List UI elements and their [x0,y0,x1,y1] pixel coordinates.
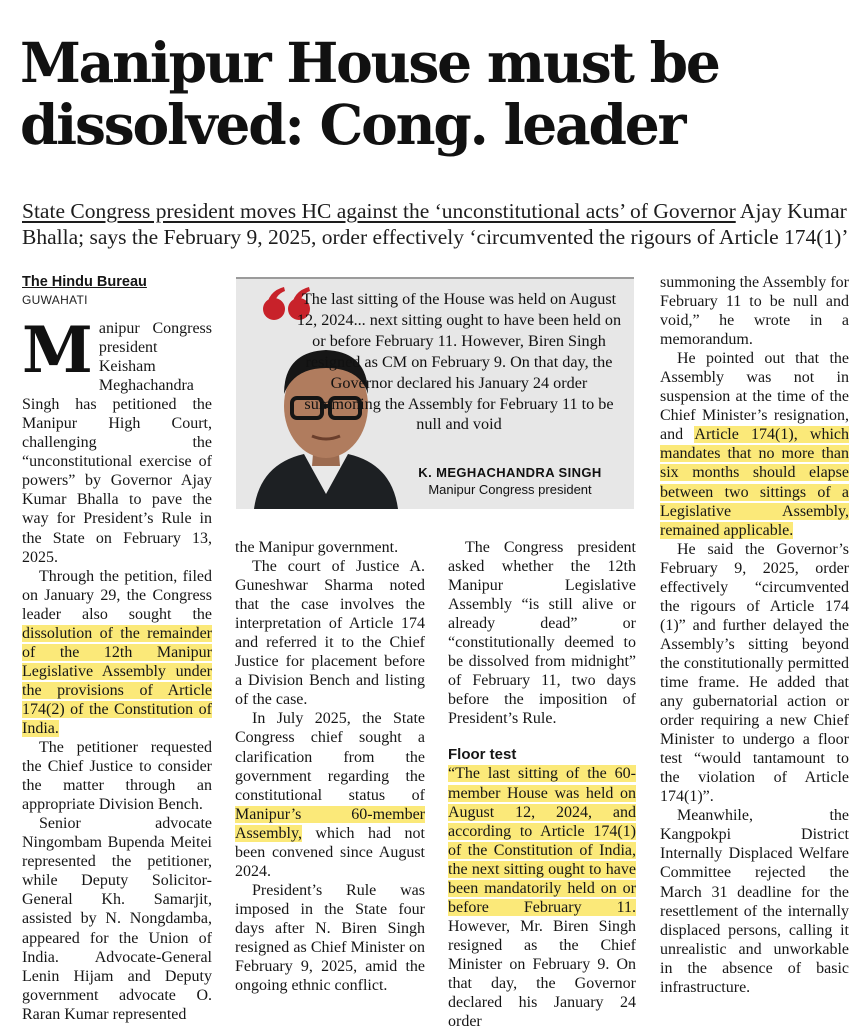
highlighted-text: “The last sitting of the 60-member House was held on August 12, 2024, and according to Article 174(1) of the Constitution of India, the next sitting ought to have been mandatorily held on or before February 11. [448,765,636,916]
column-2 [235,538,425,995]
highlighted-text: Manipur’s 60-member Assembly, [235,805,425,842]
pull-quote-text: The last sitting of the House was held on August 12, 2024... next sitting ought to have been held on or before February 11. However, Biren Singh resigned as CM on February 9. On that day, the Governor declared his January 24 order summoning the Assembly for February 11 to be null and void [296,290,622,434]
section-heading: Floor test [448,746,517,764]
subhead [22,198,850,250]
subhead-rest: Ajay Kumar Bhalla; says the February 9, 2025, order effectively ‘circumvented the rigours of Article 174(1)’ [22,199,849,249]
drop-cap: M [22,313,93,388]
quote-attribution-role: Manipur Congress president [428,482,592,497]
paragraph: He said the Governor’s February 9, 2025, order effectively “circumvented the rigours of Article 174 (1)” and further delayed the Assembly’s sitting beyond the constitutionally permitted time frame. He added that any gubernatorial action or order requiring a new Chief Minister to undergo a floor test “would tantamount to the violation of Article 174(1)”. [660,540,849,806]
dateline: GUWAHATI [22,293,88,307]
highlighted-text: dissolution of the remainder of the 12th Manipur Legislative Assembly under the provisions of Article 174(2) of the Constitution of India. [22,624,212,737]
paragraph: Meanwhile, the Kangpokpi District Internally Displaced Welfare Committee rejected the March 31 deadline for the resettlement of the internally displaced persons, calling it unrealistic and unworkable in the absence of basic infrastructure. [660,807,849,996]
headline: Manipur House must be dissolved: Cong. leader [20,30,719,157]
paragraph: the Manipur government. [235,539,399,556]
quote-attribution-name: K. MEGHACHANDRA SINGH [418,465,602,480]
column-3 [448,538,636,1031]
paragraph: “The last sitting of the 60-member House was held on August 12, 2024, and according to Article 174(1) of the Constitution of India, the next sitting ought to have been mandatorily held on or before February 11. However, Mr. Biren Singh resigned as the Chief Minister on February 9. On that day, the Governor declared his January 24 order [448,765,636,1031]
paragraph: summoning the Assembly for February 11 to be null and void,” he wrote in a memorandum. [660,274,849,349]
paragraph: In July 2025, the State Congress chief sought a clarification from the government regarding the constitutional status of Manipur’s 60-member Assembly, which had not been convened since August 2024. [235,710,425,880]
paragraph: Through the petition, filed on January 29, the Congress leader also sought the dissolution of the remainder of the 12th Manipur Legislative Assembly under the provisions of Article 174(2) of the Constitution of India. [22,567,212,737]
paragraph: He pointed out that the Assembly was not in suspension at the time of the Chief Minister’s resignation, and Article 174(1), which mandates that no more than six months should elapse between two sittings of a Legislative Assembly, remained applicable. [660,350,849,539]
paragraph: The Congress president asked whether the 12th Manipur Legislative Assembly “is still alive or already dead” or “constitutionally deemed to be dissolved from midnight” of February 11, two days before the imposition of President’s Rule. [448,539,636,728]
paragraph: Senior advocate Ningombam Bupenda Meitei represented the petitioner, while Deputy Solicitor-General Kh. Samarjit, assisted by N. Nongdamba, appeared for the Union of India. Advocate-General Lenin Hijam and Deputy government advocate O. Raran Kumar represented [22,815,212,1023]
paragraph: The petitioner requested the Chief Justice to consider the matter through an appropriate Division Bench. [22,739,212,814]
column-4 [660,273,849,997]
subhead-underlined: State Congress president moves HC against the ‘unconstitutional acts’ of Governor [22,199,736,223]
column-1 [22,273,212,1024]
paragraph: The court of Justice A. Guneshwar Sharma noted that the case involves the interpretation of Article 174 and referred it to the Chief Justice for placement before a Division Bench and listing of the case. [235,558,425,709]
byline: The Hindu Bureau [22,274,147,290]
paragraph: Manipur Congress president Keisham Meghachandra Singh has petitioned the Manipur High Court, challenging the “unconstitutional exercise of powers” by Governor Ajay Kumar Bhalla to pave the way for President’s Rule in the State on February 13, 2025. [22,313,212,566]
highlighted-text: Article 174(1), which mandates that no more than six months should elapse between two sittings of a Legislative Assembly, remained applicable. [660,426,849,539]
paragraph: President’s Rule was imposed in the State four days after N. Biren Singh resigned as Chief Minister on February 9, 2025, amid the ongoing ethnic conflict. [235,881,425,995]
pull-quote-box [236,277,634,509]
